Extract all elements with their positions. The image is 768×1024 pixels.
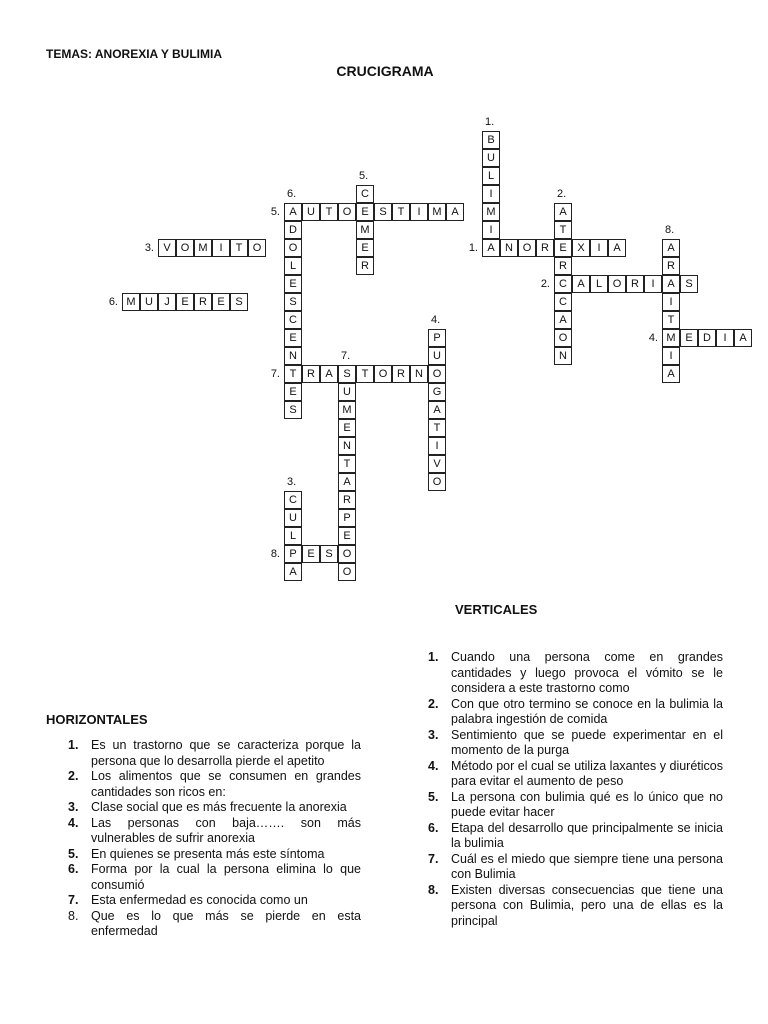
clue-number-h2: 2. [540, 278, 550, 290]
document-title: CRUCIGRAMA [336, 63, 434, 79]
verticales-title: VERTICALES [455, 602, 538, 617]
clue-text: Existen diversas consecuencias que tiene una persona con Bulimia, pero una de ellas es la principal [451, 882, 723, 928]
crossword-cell: M [356, 221, 374, 239]
crossword-cell: E [212, 293, 230, 311]
crossword-cell: T [554, 221, 572, 239]
crossword-cell: E [338, 527, 356, 545]
crossword-cell: T [338, 455, 356, 473]
crossword-cell: S [284, 293, 302, 311]
crossword-cell: T [320, 203, 338, 221]
crossword-cell: O [338, 545, 356, 563]
crossword-cell: O [608, 275, 626, 293]
crossword-cell: O [338, 203, 356, 221]
crossword-cell: A [554, 311, 572, 329]
clue-text: Método por el cual se utiliza laxantes y diuréticos para evitar el aumento de peso [451, 758, 723, 788]
crossword-cell: C [284, 491, 302, 509]
clue-number: 7. [68, 893, 79, 907]
crossword-cell: O [428, 365, 446, 383]
crossword-cell: A [608, 239, 626, 257]
crossword-cell: E [284, 275, 302, 293]
crossword-cell: I [428, 437, 446, 455]
crossword-cell: A [662, 365, 680, 383]
clue-number: 4. [68, 815, 79, 830]
crossword-cell: E [356, 239, 374, 257]
crossword-cell: I [644, 275, 662, 293]
clue-text: En quienes se presenta más este síntoma [91, 846, 325, 861]
crossword-cell: U [482, 149, 500, 167]
crossword-cell: D [284, 221, 302, 239]
crossword-cell: L [482, 167, 500, 185]
crossword-cell: T [428, 419, 446, 437]
crossword-cell: R [338, 491, 356, 509]
horizontales-clue-1 [68, 738, 361, 769]
clue-number-v4: 4. [431, 314, 441, 326]
verticales-clue-list [428, 650, 723, 929]
clue-number: 8. [68, 908, 79, 923]
clue-number-v6: 6. [287, 188, 297, 200]
clue-number-h3: 3. [144, 242, 154, 254]
clue-number: 6. [68, 862, 79, 876]
clue-number: 6. [428, 820, 439, 835]
crossword-cell: S [284, 401, 302, 419]
horizontales-clue-4 [68, 816, 361, 847]
crossword-cell: P [338, 509, 356, 527]
crossword-cell: N [554, 347, 572, 365]
clue-number: 5. [428, 789, 439, 804]
verticales-clue-6 [428, 821, 723, 852]
clue-number: 8. [428, 882, 439, 897]
clue-text: Sentimiento que se puede experimentar en el momento de la purga [451, 727, 723, 757]
clue-text: Forma por la cual la persona elimina lo que consumió [91, 862, 361, 892]
clue-text: Cuando una persona come en grandes cantidades y luego provoca el vómito se le considera a este trastorno como [451, 650, 723, 695]
crossword-cell: S [374, 203, 392, 221]
crossword-cell: M [662, 329, 680, 347]
crossword-cell: G [428, 383, 446, 401]
crossword-cell: U [338, 383, 356, 401]
crossword-cell: M [338, 401, 356, 419]
crossword-cell: P [284, 545, 302, 563]
crossword-cell: E [356, 203, 374, 221]
verticales-clue-1 [428, 650, 723, 697]
clue-number: 3. [428, 727, 439, 742]
clue-number: 2. [428, 696, 439, 711]
crossword-cell: I [212, 239, 230, 257]
crossword-cell: N [500, 239, 518, 257]
crossword-cell: I [482, 185, 500, 203]
crossword-cell: E [680, 329, 698, 347]
crossword-cell: S [338, 365, 356, 383]
verticales-clue-3 [428, 728, 723, 759]
horizontales-clue-2 [68, 769, 361, 800]
crossword-cell: N [338, 437, 356, 455]
clue-text: Clase social que es más frecuente la anorexia [91, 800, 347, 814]
crossword-cell: U [140, 293, 158, 311]
crossword-cell: L [590, 275, 608, 293]
crossword-cell: T [284, 365, 302, 383]
crossword-cell: R [536, 239, 554, 257]
crossword-cell: T [356, 365, 374, 383]
crossword-cell: R [662, 257, 680, 275]
crossword-cell: R [194, 293, 212, 311]
crossword-cell: O [518, 239, 536, 257]
crossword-cell: N [284, 347, 302, 365]
clue-text: Es un trastorno que se caracteriza porque la persona que lo desarrolla pierde el apetito [91, 738, 361, 768]
crossword-cell: E [284, 383, 302, 401]
clue-text: Cuál es el miedo que siempre tiene una persona con Bulimia [451, 851, 723, 881]
crossword-cell: I [410, 203, 428, 221]
crossword-cell: L [284, 527, 302, 545]
crossword-cell: O [428, 473, 446, 491]
crossword-cell: X [572, 239, 590, 257]
clue-number: 2. [68, 769, 79, 783]
crossword-cell: R [554, 257, 572, 275]
clue-number-v8: 8. [665, 224, 675, 236]
crossword-cell: I [662, 347, 680, 365]
clue-number: 5. [68, 846, 79, 861]
crossword-cell: M [194, 239, 212, 257]
crossword-cell: A [284, 563, 302, 581]
clue-number: 1. [428, 650, 439, 664]
crossword-cell: O [248, 239, 266, 257]
clue-number-h1: 1. [468, 242, 478, 254]
clue-text: Que es lo que más se pierde en esta enfermedad [91, 908, 361, 938]
crossword-cell: N [410, 365, 428, 383]
crossword-cell: U [302, 203, 320, 221]
crossword-cell: T [662, 311, 680, 329]
crossword-cell: A [284, 203, 302, 221]
clue-number: 3. [68, 800, 79, 814]
crossword-cell: E [176, 293, 194, 311]
crossword-cell: R [392, 365, 410, 383]
verticales-clue-8 [428, 883, 723, 930]
clue-number-h7: 7. [270, 368, 280, 380]
crossword-cell: I [482, 221, 500, 239]
clue-number-v2: 2. [557, 188, 567, 200]
crossword-cell: E [338, 419, 356, 437]
clue-number-h4: 4. [648, 332, 658, 344]
clue-number-v5: 5. [359, 170, 369, 182]
crossword-cell: S [680, 275, 698, 293]
crossword-cell: I [662, 293, 680, 311]
crossword-cell: O [374, 365, 392, 383]
clue-number: 4. [428, 758, 439, 773]
crossword-cell: C [356, 185, 374, 203]
crossword-cell: S [320, 545, 338, 563]
crossword-cell: P [428, 329, 446, 347]
crossword-cell: E [302, 545, 320, 563]
horizontales-title: HORIZONTALES [46, 712, 148, 727]
crossword-cell: V [158, 239, 176, 257]
verticales-clue-7 [428, 852, 723, 883]
crossword-cell: T [230, 239, 248, 257]
clue-text: Etapa del desarrollo que principalmente se inicia la bulimia [451, 820, 723, 850]
crossword-cell: D [698, 329, 716, 347]
horizontales-clue-3 [68, 800, 361, 816]
crossword-cell: J [158, 293, 176, 311]
clue-number-h8: 8. [270, 548, 280, 560]
crossword-cell: L [284, 257, 302, 275]
crossword-cell: C [554, 293, 572, 311]
crossword-cell: A [446, 203, 464, 221]
crossword-cell: S [230, 293, 248, 311]
crossword-cell: U [428, 347, 446, 365]
crossword-cell: R [302, 365, 320, 383]
crossword-cell: B [482, 131, 500, 149]
crossword-cell: O [284, 239, 302, 257]
horizontales-clue-5 [68, 847, 361, 863]
crossword-cell: E [554, 239, 572, 257]
crossword-cell: M [482, 203, 500, 221]
verticales-clue-2 [428, 697, 723, 728]
clue-text: Los alimentos que se consumen en grandes cantidades son ricos en: [91, 769, 361, 799]
crossword-cell: A [662, 275, 680, 293]
clue-number-h5: 5. [270, 206, 280, 218]
crossword-cell: R [626, 275, 644, 293]
clue-number-v7: 7. [341, 350, 351, 362]
crossword-cell: I [716, 329, 734, 347]
crossword-cell: V [428, 455, 446, 473]
crossword-cell: T [392, 203, 410, 221]
horizontales-clue-7 [68, 893, 361, 909]
crossword-cell: A [734, 329, 752, 347]
crossword-cell: A [572, 275, 590, 293]
horizontales-clue-6 [68, 862, 361, 893]
verticales-clue-5 [428, 790, 723, 821]
clue-text: Esta enfermedad es conocida como un [91, 893, 308, 907]
crossword-cell: U [284, 509, 302, 527]
crossword-cell: C [284, 311, 302, 329]
crossword-cell: A [482, 239, 500, 257]
crossword-cell: M [122, 293, 140, 311]
clue-number: 1. [68, 738, 79, 752]
verticales-clue-4 [428, 759, 723, 790]
clue-text: Con que otro termino se conoce en la bulimia la palabra ingestión de comida [451, 696, 723, 726]
clue-number-v3: 3. [287, 476, 297, 488]
horizontales-clue-8 [68, 909, 361, 940]
crossword-cell: A [554, 203, 572, 221]
crossword-cell: A [338, 473, 356, 491]
crossword-cell: O [554, 329, 572, 347]
crossword-cell: O [176, 239, 194, 257]
clue-number-v1: 1. [485, 116, 495, 128]
crossword-cell: C [554, 275, 572, 293]
clue-text: Las personas con baja……. son más vulnerables de sufrir anorexia [91, 815, 361, 845]
crossword-cell: E [284, 329, 302, 347]
crossword-cell: A [662, 239, 680, 257]
horizontales-clue-list [68, 738, 361, 940]
clue-text: La persona con bulimia qué es lo único que no puede evitar hacer [451, 789, 723, 819]
clue-number-h6: 6. [108, 296, 118, 308]
crossword-cell: A [320, 365, 338, 383]
document-topic: TEMAS: ANOREXIA Y BULIMIA [46, 47, 223, 61]
crossword-cell: I [590, 239, 608, 257]
crossword-cell: M [428, 203, 446, 221]
crossword-cell: R [356, 257, 374, 275]
clue-number: 7. [428, 851, 439, 866]
crossword-cell: O [338, 563, 356, 581]
crossword-cell: A [428, 401, 446, 419]
